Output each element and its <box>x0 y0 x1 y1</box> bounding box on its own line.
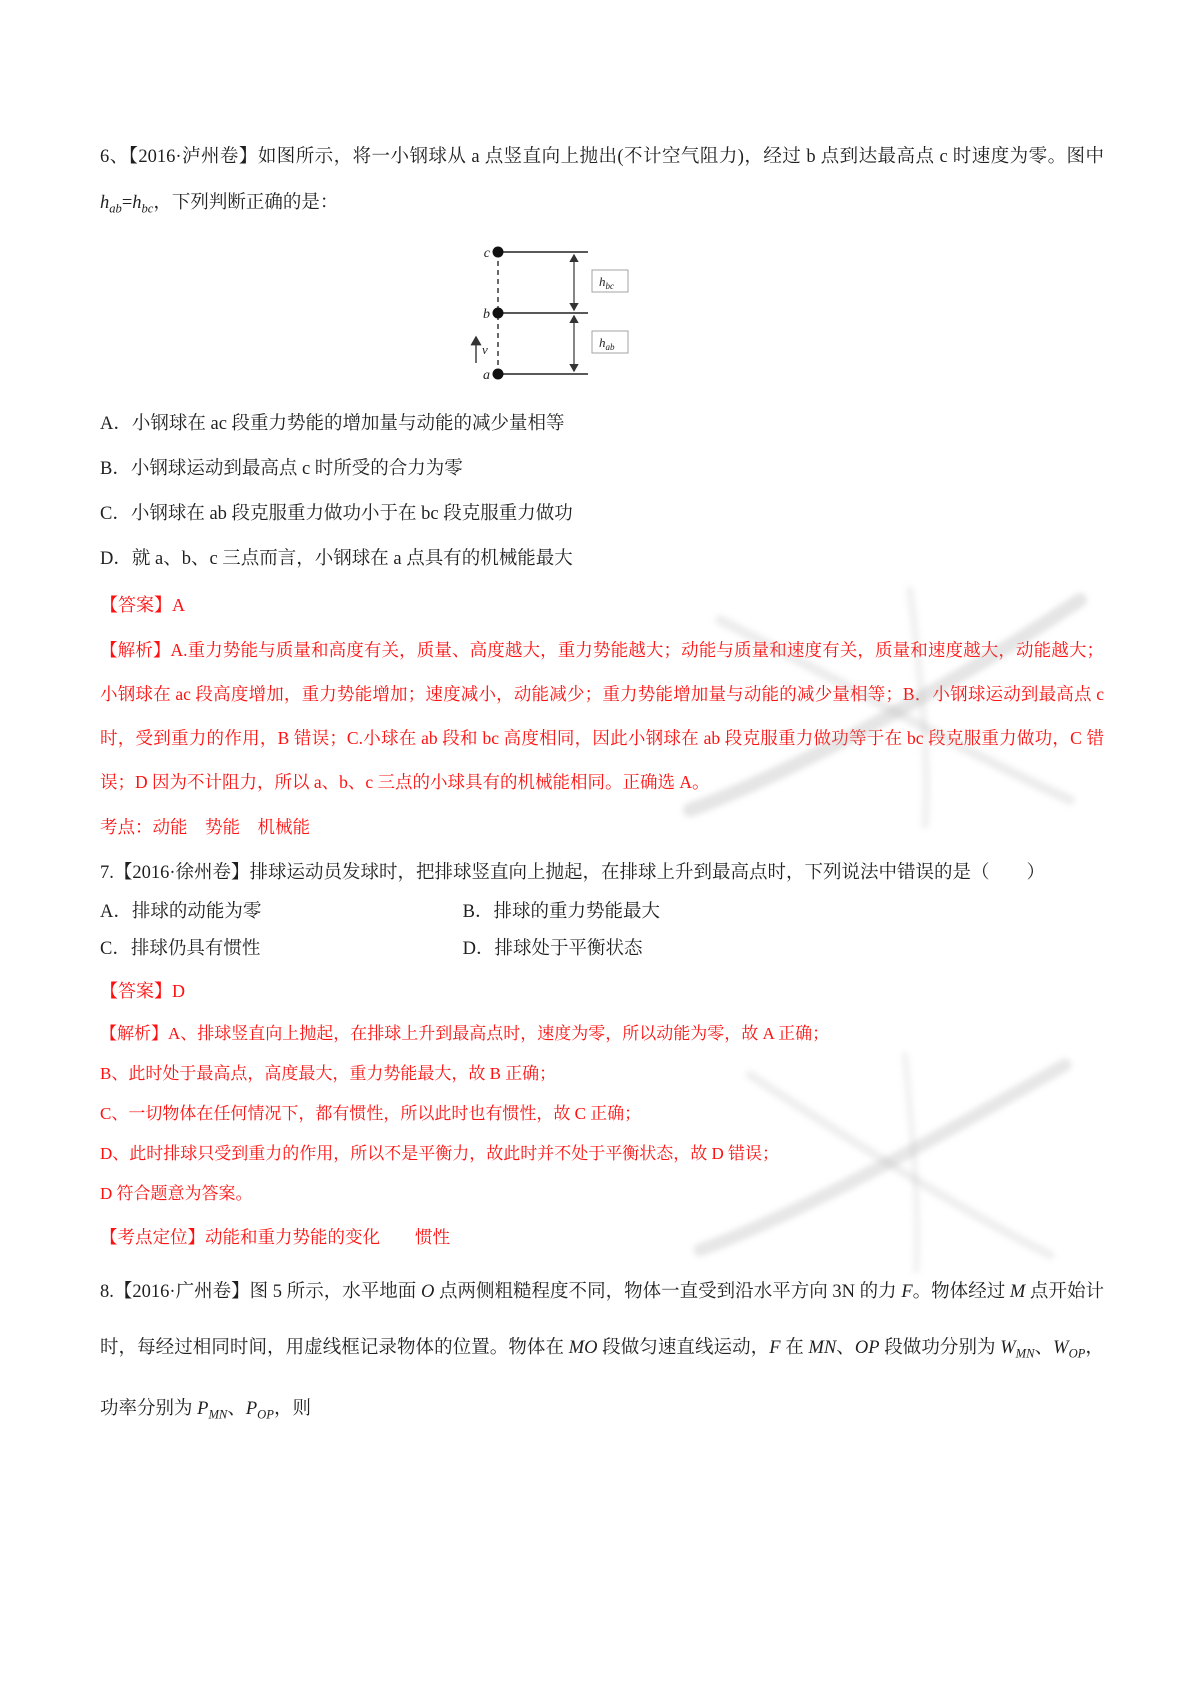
point-label-c: c <box>483 245 490 261</box>
q7-option-a: A．排球的动能为零 <box>100 901 262 922</box>
q6-answer: 【答案】A <box>100 594 185 615</box>
q7-analysis-line-3: C、一切物体在任何情况下，都有惯性，所以此时也有惯性，故 C 正确； <box>100 1103 642 1123</box>
q6-stem: 6、【2016·泸州卷】如图所示，将一小钢球从 a 点竖直向上抛出(不计空气阻力)，经过 b 点到达最高点 c 时速度为零。图中 $h_{ab}=h_{bc}$，下列判断正确的是： <box>100 147 1104 216</box>
h-bc-label: $h_{bc}$ <box>599 273 614 291</box>
q7-stem: 7.【2016·徐州卷】排球运动员发球时，把排球竖直向上抛起，在排球上升到最高点时，下列说法中错误的是（ ） <box>100 862 1046 883</box>
q7-analysis-line-4: D、此时排球只受到重力的作用，所以不是平衡力，故此时并不处于平衡状态，故 D 错误； <box>100 1143 780 1163</box>
q7-option-c: C．排球仍具有惯性 <box>100 938 261 959</box>
point-label-b: b <box>483 306 490 322</box>
q7-analysis-line-1: 【解析】A、排球竖直向上抛起，在排球上升到最高点时，速度为零，所以动能为零，故 A 正确； <box>100 1023 830 1043</box>
point-dot-b <box>493 307 504 318</box>
q7-options-row-1 <box>100 894 1104 931</box>
q7-analysis-line-2: B、此时处于最高点，高度最大，重力势能最大，故 B 正确； <box>100 1063 557 1083</box>
point-dot-c <box>493 246 504 257</box>
q7-option-d: D．排球处于平衡状态 <box>462 938 643 959</box>
velocity-label: v <box>482 341 488 357</box>
point-label-a: a <box>483 367 490 383</box>
q7-analysis-line-5: D 符合题意为答案。 <box>100 1183 253 1203</box>
q6-option-a: A．小钢球在 ac 段重力势能的增加量与动能的减少量相等 <box>100 413 565 434</box>
q6-analysis: 【解析】A.重力势能与质量和高度有关，质量、高度越大，重力势能越大；动能与质量和速度有关，质量和速度越大，动能越大；小钢球在 ac 段高度增加，重力势能增加；速度减小，动能减少；重力势能增加量与动能的减少量相等；B．小钢球运动到最高点 c 时，受到重力的作用，B 错误；C.小球在 ab 段和 bc 高度相同，因此小钢球在 ab 段克服重力做功等于在 bc 段克服重力做功，C 错误；D 因为不计阻力，所以 a、b、c 三点的小球具有的机械能相同。正确选 A。 <box>100 639 1104 792</box>
q6-exam-points: 考点：动能 势能 机械能 <box>100 816 310 837</box>
q8-stem: 8.【2016·广州卷】图 5 所示，水平地面 O 点两侧粗糙程度不同，物体一直受到沿水平方向 3N 的力 F。物体经过 M 点开始计时，每经过相同时间，用虚线框记录物体的位置。物体在 MO 段做匀速直线运动，F 在 MN、OP 段做功分别为 $W_{MN}$、$W_{OP}$，功率分别为 $P_{MN}$、$P_{OP}$，则 <box>100 1281 1104 1423</box>
q6-figure <box>456 238 1104 398</box>
q6-option-b: B．小钢球运动到最高点 c 时所受的合力为零 <box>100 458 463 479</box>
point-dot-a <box>493 368 504 379</box>
q6-option-c: C．小钢球在 ab 段克服重力做功小于在 bc 段克服重力做功 <box>100 503 573 524</box>
q6-option-d: D．就 a、b、c 三点而言，小钢球在 a 点具有的机械能最大 <box>100 548 573 569</box>
q7-options-row-2 <box>100 931 1104 968</box>
q7-option-b: B．排球的重力势能最大 <box>462 901 660 922</box>
q7-answer: 【答案】D <box>100 980 185 1001</box>
h-ab-label: $h_{ab}$ <box>599 334 615 352</box>
q7-exam-points: 【考点定位】动能和重力势能的变化 惯性 <box>100 1226 450 1247</box>
q6-motion-diagram <box>456 238 666 396</box>
